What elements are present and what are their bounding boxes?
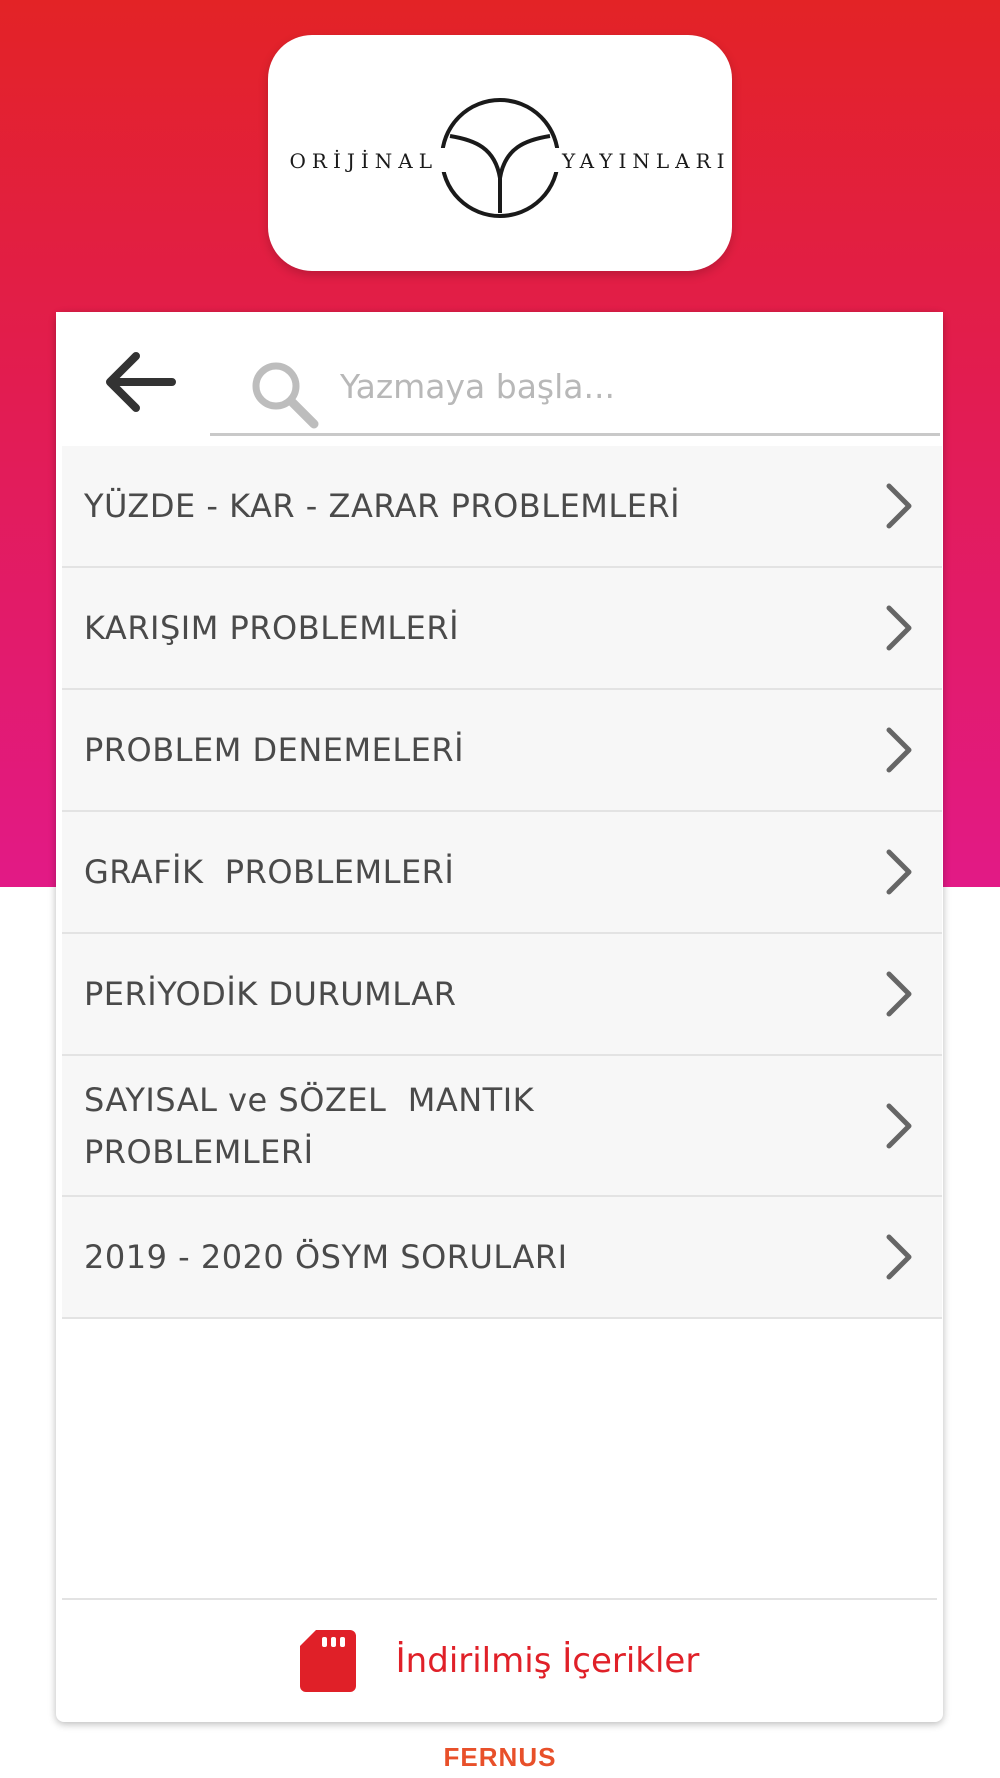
chevron-right-icon — [884, 848, 914, 896]
list-item-periyodik[interactable] — [62, 934, 942, 1056]
sd-card-icon — [300, 1630, 356, 1692]
arrow-left-icon — [102, 350, 176, 414]
list-item-label: YÜZDE - KAR - ZARAR PROBLEMLERİ — [84, 487, 681, 525]
y-circle-logo-icon — [289, 78, 731, 228]
list-item-problem-denemeleri[interactable] — [62, 690, 942, 812]
list-item-karisim[interactable] — [62, 568, 942, 690]
list-item-label: PERİYODİK DURUMLAR — [84, 975, 457, 1013]
list-item-label: GRAFİK PROBLEMLERİ — [84, 853, 455, 891]
topic-list — [62, 446, 942, 1319]
chevron-right-icon — [884, 482, 914, 530]
chevron-right-icon — [884, 970, 914, 1018]
chevron-right-icon — [884, 726, 914, 774]
chevron-right-icon — [884, 604, 914, 652]
list-item-label: PROBLEM DENEMELERİ — [84, 731, 465, 769]
list-item-yuzde-kar-zarar[interactable] — [62, 446, 942, 568]
list-item-label: KARIŞIM PROBLEMLERİ — [84, 609, 460, 647]
list-item-label: SAYISAL ve SÖZEL MANTIK PROBLEMLERİ — [84, 1080, 535, 1171]
list-item-sayisal-sozel-mantik[interactable] — [62, 1056, 942, 1197]
back-button[interactable] — [94, 342, 184, 422]
search-bar — [56, 312, 943, 446]
downloaded-content-button[interactable] — [56, 1600, 943, 1722]
chevron-right-icon — [884, 1233, 914, 1281]
list-item-label: 2019 - 2020 ÖSYM SORULARI — [84, 1238, 568, 1276]
content-panel — [56, 312, 943, 1722]
logo-right-word: YAYINLARI — [562, 149, 731, 173]
list-item-osym-sorulari[interactable] — [62, 1197, 942, 1319]
downloaded-content-label: İndirilmiş İçerikler — [395, 1641, 700, 1681]
chevron-right-icon — [884, 1102, 914, 1150]
logo-left-word: ORİJİNAL — [289, 149, 438, 173]
search-field — [210, 332, 940, 436]
publisher-logo-card — [268, 35, 732, 271]
fernus-brand-logo: FERNUS — [443, 1742, 557, 1772]
search-input[interactable] — [340, 356, 920, 416]
list-item-grafik[interactable] — [62, 812, 942, 934]
magnifier-icon — [248, 358, 320, 430]
